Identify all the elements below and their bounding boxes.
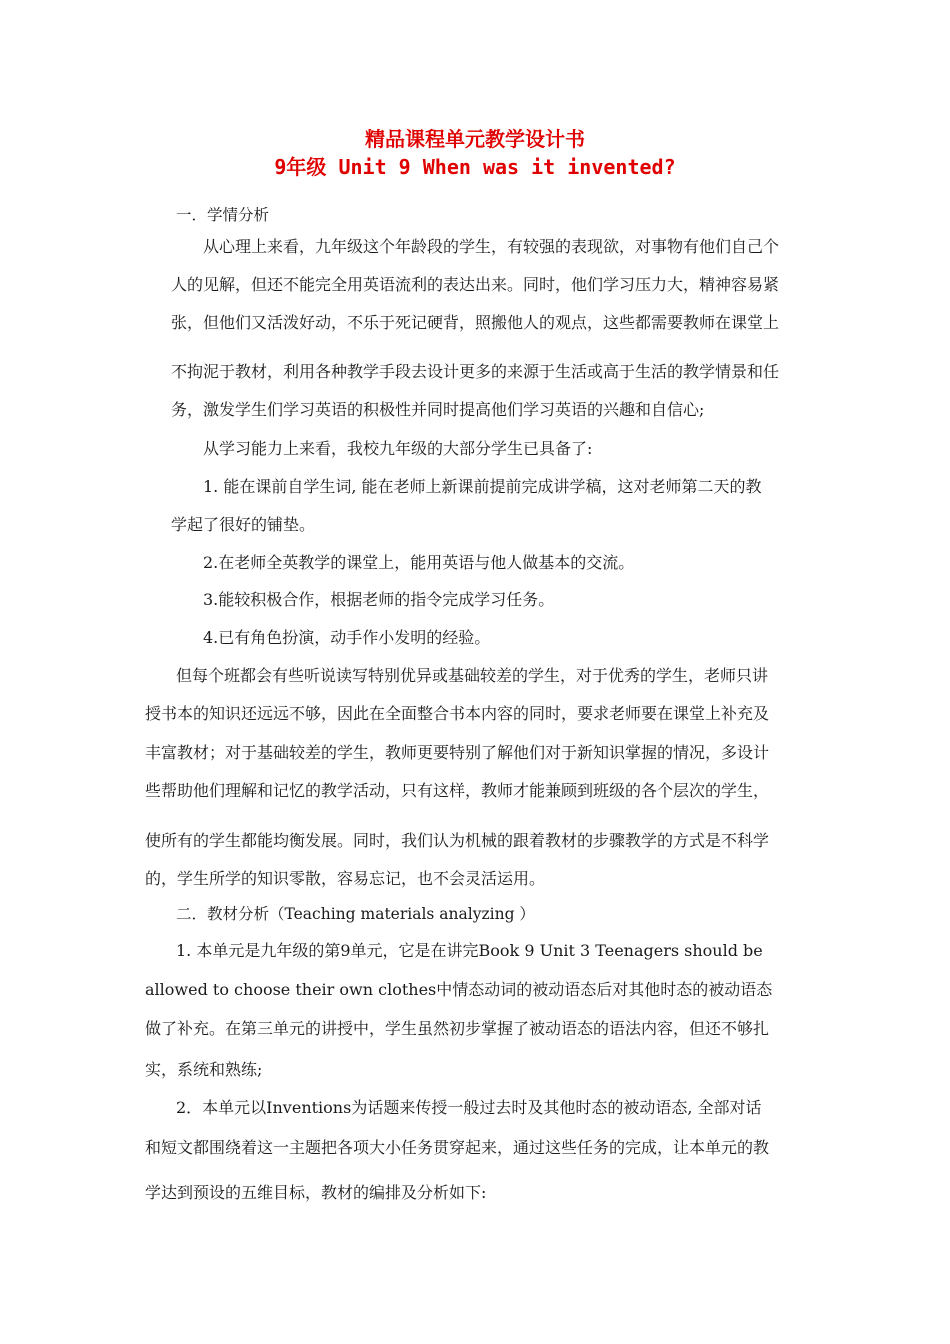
paragraph-line: 实，系统和熟练;	[145, 1060, 263, 1079]
list-item: 4.已有角色扮演，动手作小发明的经验。	[203, 628, 491, 647]
paragraph-line: 1. 本单元是九年级的第9单元，它是在讲完Book 9 Unit 3 Teenagers should be	[176, 941, 763, 960]
paragraph-line: 张，但他们又活泼好动，不乐于死记硬背，照搬他人的观点，这些都需要教师在课堂上	[171, 313, 780, 332]
paragraph-line: 和短文都围绕着这一主题把各项大小任务贯穿起来，通过这些任务的完成，让本单元的教	[145, 1138, 770, 1157]
document-subtitle: 9年级 Unit 9 When was it invented?	[274, 155, 676, 179]
paragraph-line: 学达到预设的五维目标，教材的编排及分析如下:	[145, 1183, 487, 1202]
list-item: 2.在老师全英教学的课堂上，能用英语与他人做基本的交流。	[203, 553, 635, 572]
paragraph-line: 授书本的知识还远远不够，因此在全面整合书本内容的同时，要求老师要在课堂上补充及	[145, 704, 770, 723]
paragraph-line: 些帮助他们理解和记忆的教学活动，只有这样，教师才能兼顾到班级的各个层次的学生，	[145, 781, 770, 800]
list-item-line: 1. 能在课前自学生词, 能在老师上新课前提前完成讲学稿，这对老师第二天的教	[203, 477, 762, 496]
list-item: 3.能较积极合作，根据老师的指令完成学习任务。	[203, 590, 555, 609]
paragraph-line: 从学习能力上来看，我校九年级的大部分学生已具备了:	[203, 439, 593, 458]
paragraph-line: 务，激发学生们学习英语的积极性并同时提高他们学习英语的兴趣和自信心;	[171, 400, 705, 419]
paragraph-line: 丰富教材；对于基础较差的学生，教师更要特别了解他们对于新知识掌握的情况，多设计	[145, 743, 770, 762]
section1-heading: 一．学情分析	[176, 206, 270, 224]
paragraph-line: 使所有的学生都能均衡发展。同时，我们认为机械的跟着教材的步骤教学的方式是不科学	[145, 831, 770, 850]
paragraph-line: 但每个班都会有些听说读写特别优异或基础较差的学生，对于优秀的学生，老师只讲	[176, 666, 769, 685]
paragraph-line: 2．本单元以Inventions为话题来传授一般过去时及其他时态的被动语态, 全部对话	[176, 1098, 762, 1117]
paragraph-line: 的，学生所学的知识零散，容易忘记，也不会灵活运用。	[145, 869, 546, 888]
section2-heading: 二．教材分析（Teaching materials analyzing ）	[176, 905, 535, 923]
paragraph-line: allowed to choose their own clothes中情态动词的被动语态后对其他时态的被动语态	[145, 980, 773, 999]
document-title: 精品课程单元教学设计书	[365, 127, 585, 151]
list-item-line: 学起了很好的铺垫。	[171, 515, 316, 534]
paragraph-line: 不拘泥于教材，利用各种教学手段去设计更多的来源于生活或高于生活的教学情景和任	[171, 362, 780, 381]
paragraph-line: 做了补充。在第三单元的讲授中，学生虽然初步掌握了被动语态的语法内容，但还不够扎	[145, 1019, 770, 1038]
paragraph-line: 从心理上来看，九年级这个年龄段的学生，有较强的表现欲，对事物有他们自己个	[203, 237, 780, 256]
paragraph-line: 人的见解，但还不能完全用英语流利的表达出来。同时，他们学习压力大，精神容易紧	[171, 275, 780, 294]
